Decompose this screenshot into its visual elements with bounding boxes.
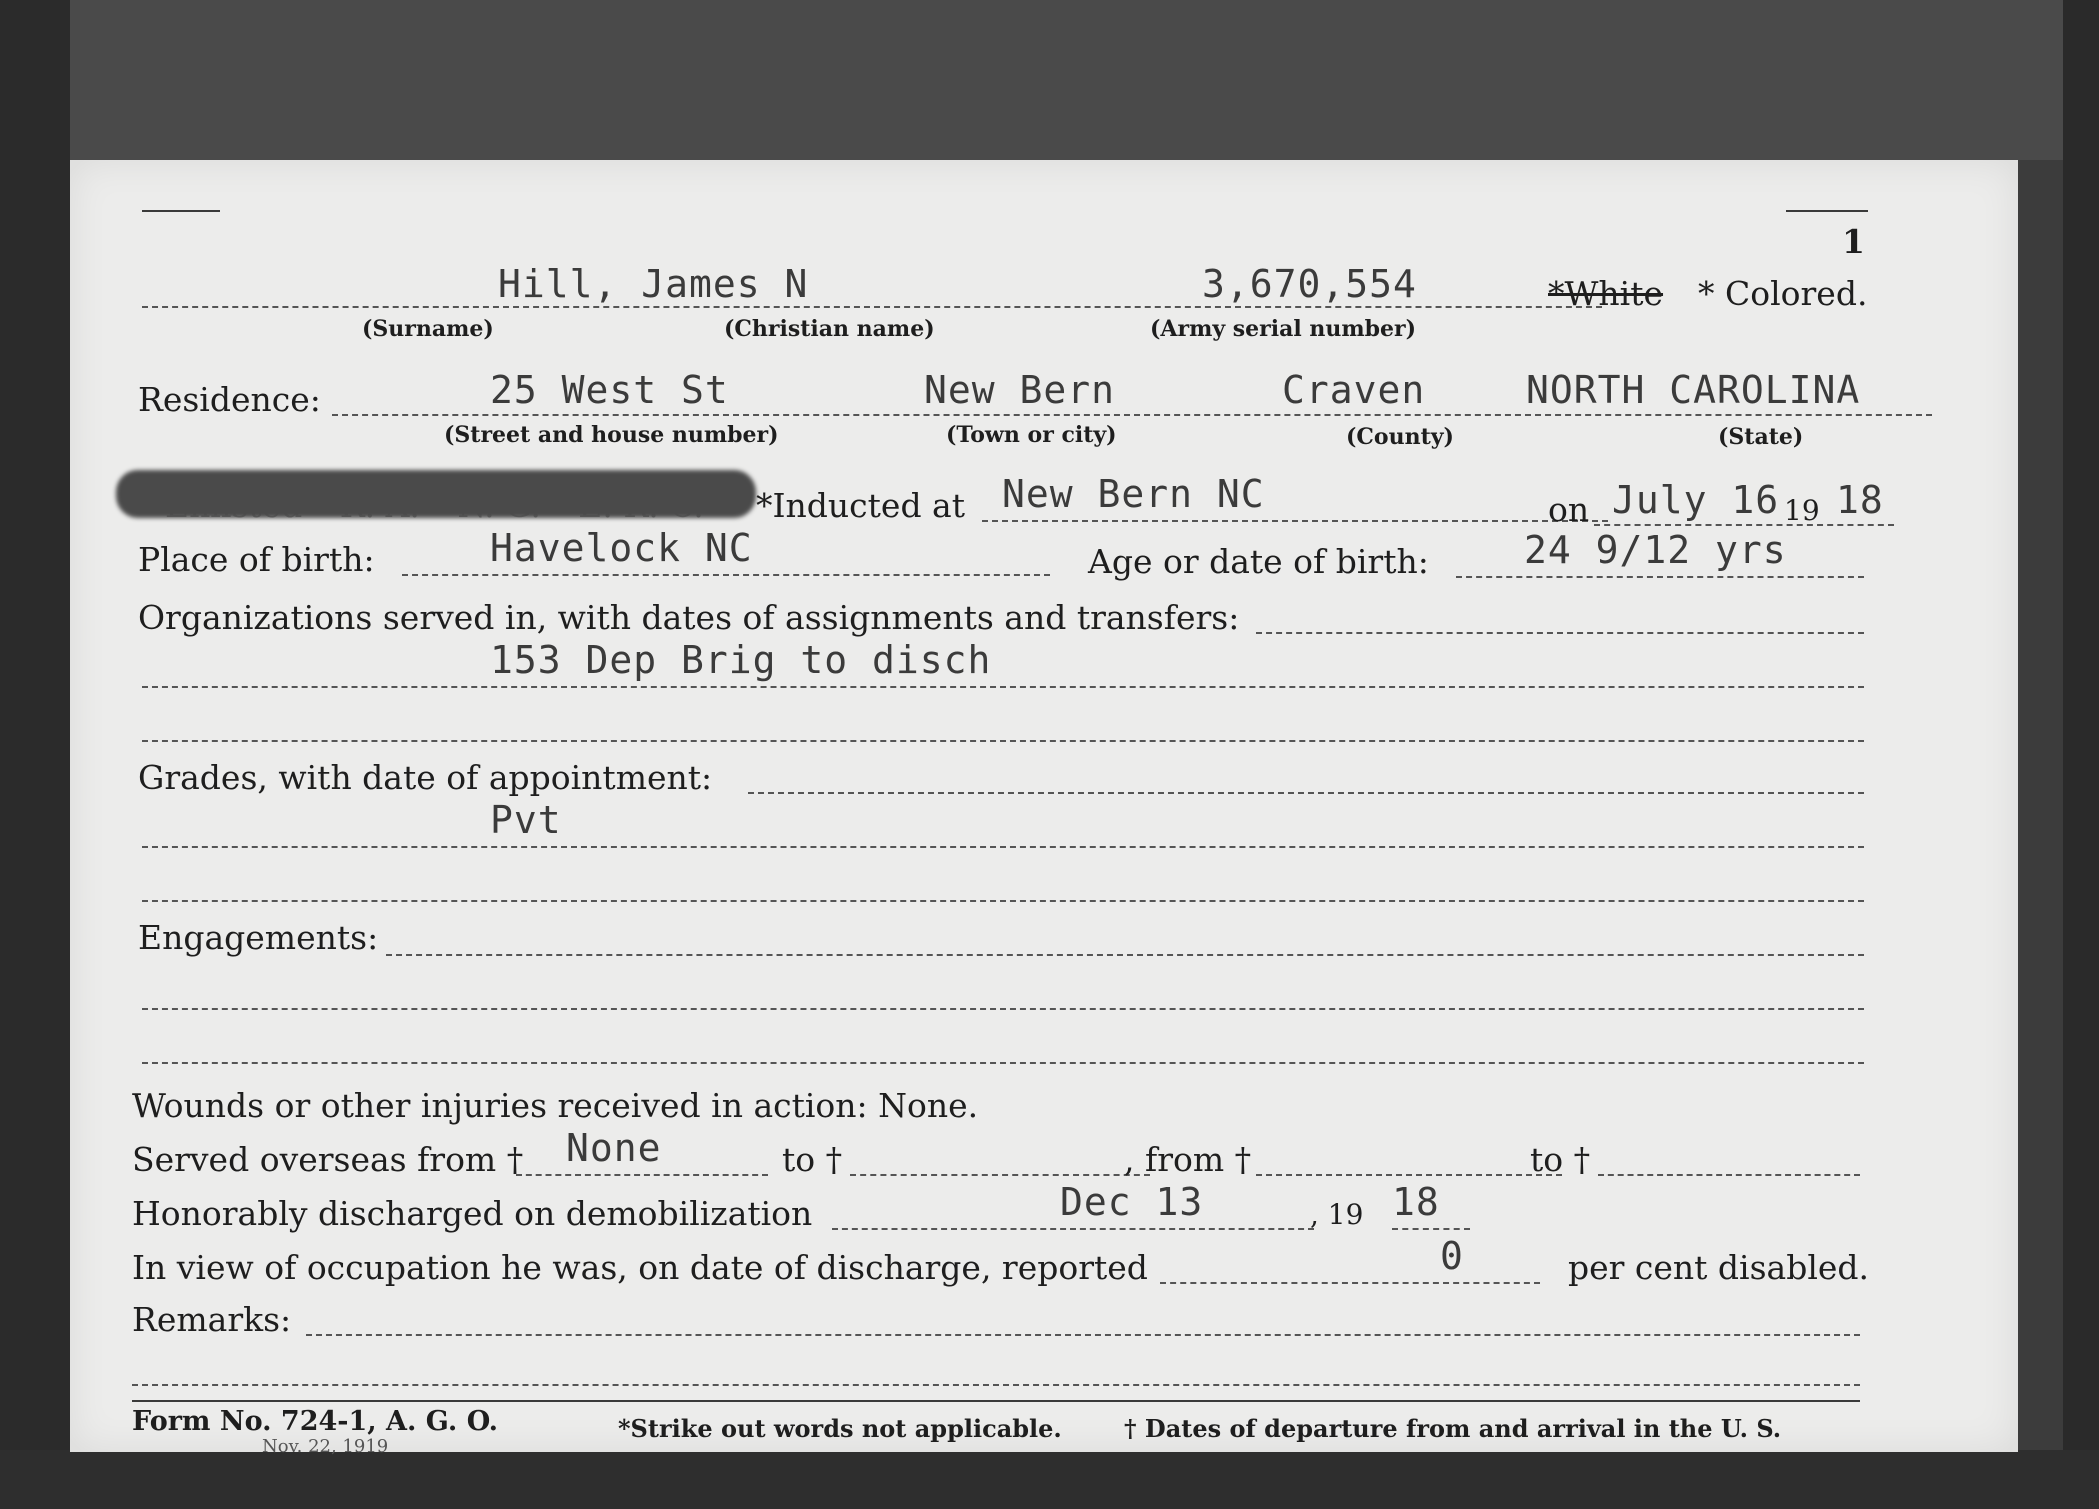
disability-line: [1160, 1282, 1540, 1284]
county-value: Craven: [1282, 368, 1426, 412]
engagements-line-1: [386, 954, 1864, 956]
town-value: New Bern: [924, 368, 1116, 412]
overseas-to2-label: to †: [1530, 1140, 1591, 1179]
discharge-year-value: 18: [1392, 1180, 1440, 1224]
strike-note: *Strike out words not applicable.: [618, 1414, 1062, 1443]
age-value: 24 9/12 yrs: [1524, 528, 1787, 572]
remarks-line-2: [132, 1384, 1860, 1386]
overseas-from2-label: , from †: [1124, 1140, 1252, 1179]
disability-value: 0: [1440, 1234, 1464, 1278]
scan-background-top: [0, 0, 2099, 160]
engagements-line-3: [142, 1062, 1864, 1064]
grades-line-2: [142, 846, 1864, 848]
remarks-line-1: [306, 1334, 1860, 1336]
discharge-year-line: [1392, 1228, 1470, 1230]
induction-date-value: July 16: [1612, 478, 1780, 522]
organizations-line-2: [142, 686, 1864, 688]
grades-line-1: [748, 792, 1864, 794]
organizations-line-3: [142, 740, 1864, 742]
organizations-label: Organizations served in, with dates of assignments and transfers:: [138, 598, 1240, 637]
surname-name-value: Hill, James N: [498, 262, 809, 306]
age-label: Age or date of birth:: [1088, 542, 1429, 581]
caption-street: (Street and house number): [444, 422, 779, 448]
overseas-to-label: to †: [782, 1140, 843, 1179]
form-number: Form No. 724-1, A. G. O.: [132, 1406, 499, 1437]
inducted-line: [982, 520, 1608, 522]
overseas-to-line: [850, 1174, 1150, 1176]
serial-number-value: 3,670,554: [1202, 262, 1417, 306]
inducted-label: *Inducted at: [756, 486, 965, 525]
race-white-label: *White: [1548, 274, 1664, 313]
caption-surname: (Surname): [362, 316, 494, 342]
discharge-date-value: Dec 13: [1060, 1180, 1204, 1224]
discharge-label: Honorably discharged on demobilization: [132, 1194, 813, 1233]
top-left-rule: [142, 210, 220, 212]
scan-background-bottom: [0, 1450, 2099, 1509]
birthplace-line: [402, 574, 1050, 576]
race-colored-label: * Colored.: [1698, 274, 1868, 313]
age-line: [1456, 576, 1864, 578]
redaction-smudge: [116, 470, 756, 518]
organizations-value: 153 Dep Brig to disch: [490, 638, 992, 682]
induction-year-value: 18: [1836, 478, 1884, 522]
scan-background-right: [2063, 0, 2099, 1509]
engagements-label: Engagements:: [138, 918, 379, 957]
caption-serial-number: (Army serial number): [1150, 316, 1417, 342]
state-value: NORTH CAROLINA: [1526, 368, 1861, 412]
caption-county: (County): [1346, 424, 1454, 450]
dagger-note: † Dates of departure from and arrival in the U. S.: [1124, 1414, 1782, 1443]
form-date: Nov. 22, 1919: [262, 1436, 389, 1457]
wounds-label: Wounds or other injuries received in action: None.: [132, 1086, 979, 1125]
discharge-date-line: [832, 1228, 1314, 1230]
inducted-place-value: New Bern NC: [1002, 472, 1265, 516]
percent-disabled-label: per cent disabled.: [1568, 1248, 1870, 1287]
induction-year-prefix: 19: [1784, 494, 1820, 527]
overseas-from-value: None: [566, 1126, 662, 1170]
grades-line-3: [142, 900, 1864, 902]
page-number: 1: [1842, 222, 1865, 261]
organizations-line-1: [1256, 632, 1864, 634]
grades-label: Grades, with date of appointment:: [138, 758, 713, 797]
scan-background-left: [0, 0, 70, 1509]
on-label: on: [1548, 490, 1590, 529]
remarks-label: Remarks:: [132, 1300, 292, 1339]
caption-christian-name: (Christian name): [724, 316, 935, 342]
caption-state: (State): [1718, 424, 1804, 450]
residence-line: [332, 414, 1932, 416]
street-value: 25 West St: [490, 368, 729, 412]
overseas-to2-line: [1598, 1174, 1860, 1176]
residence-label: Residence:: [138, 380, 321, 419]
service-record-card: [70, 160, 2018, 1457]
engagements-line-2: [142, 1008, 1864, 1010]
name-line: [142, 306, 1602, 308]
birthplace-value: Havelock NC: [490, 526, 753, 570]
footer-rule: [132, 1400, 1860, 1402]
discharge-year-prefix: , 19: [1310, 1198, 1364, 1231]
occupation-label: In view of occupation he was, on date of discharge, reported: [132, 1248, 1148, 1287]
overseas-from2-line: [1256, 1174, 1562, 1176]
overseas-label: Served overseas from †: [132, 1140, 524, 1179]
overseas-from-line: [516, 1174, 768, 1176]
grades-value: Pvt: [490, 798, 562, 842]
induction-date-line: [1594, 524, 1894, 526]
caption-town: (Town or city): [946, 422, 1117, 448]
top-right-rule: [1786, 210, 1868, 212]
birthplace-label: Place of birth:: [138, 540, 375, 579]
